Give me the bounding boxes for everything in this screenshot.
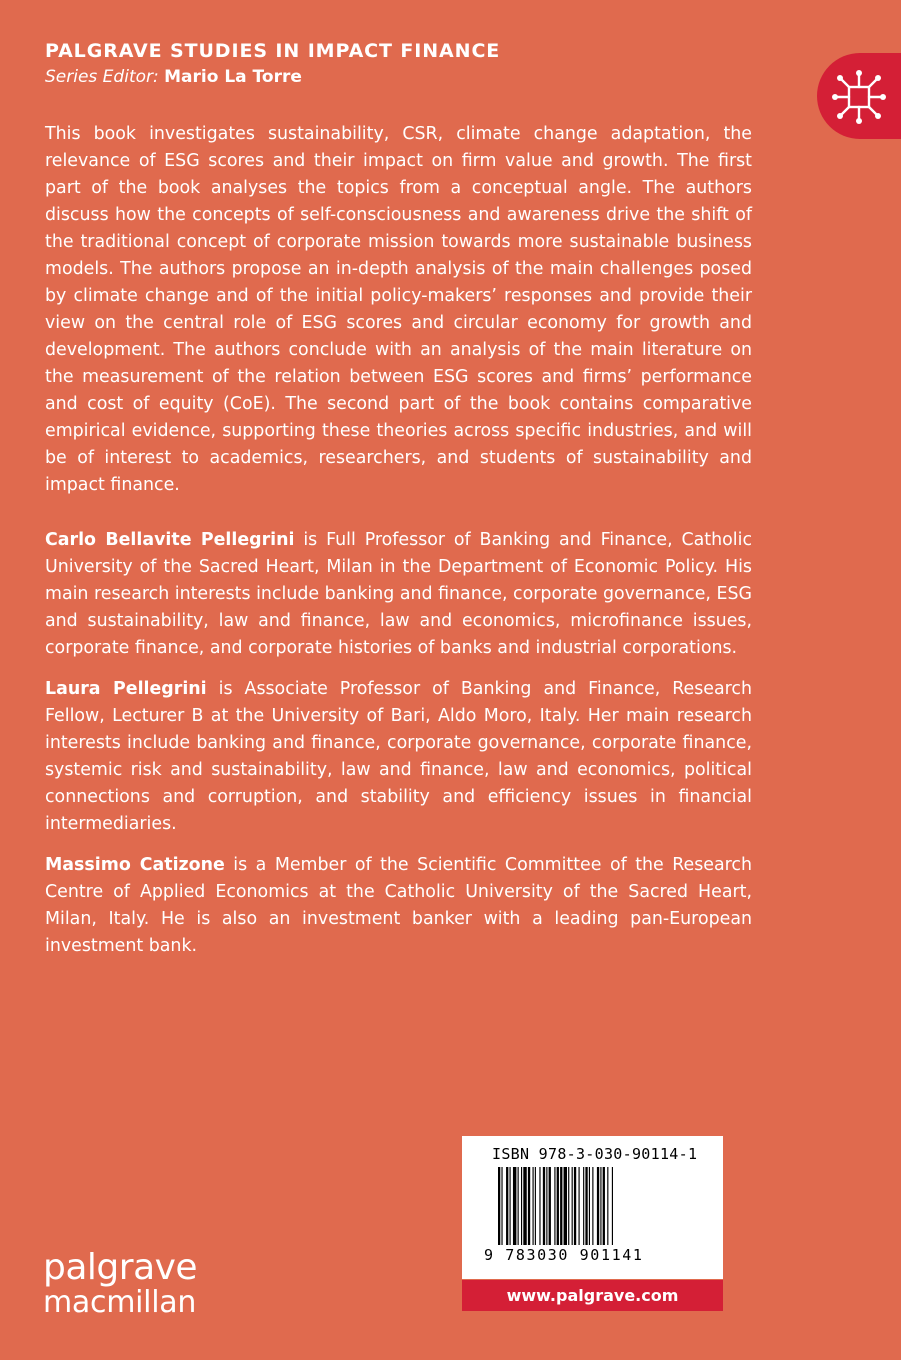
barcode-bar xyxy=(501,1167,502,1245)
barcode-bar xyxy=(560,1167,562,1245)
barcode-bar xyxy=(612,1167,613,1245)
author-bio-text: is Full Professor of Banking and Finance, Catholic University of the Sacred Heart, Milan in the Department of Economic Policy. His main research interests include banking and finance, corporate governance, ESG and sustainability, law and finance, law and economics, microfinance issues, corporate finance, and corporate histories of banks and industrial corporations. xyxy=(45,530,752,658)
barcode-bar xyxy=(557,1167,559,1245)
barcode-bar xyxy=(523,1167,526,1245)
barcode-bar xyxy=(549,1167,551,1245)
palgrave-network-logo-icon xyxy=(829,67,889,127)
barcode-bar xyxy=(583,1167,584,1245)
barcode-bar xyxy=(513,1167,516,1245)
barcode-bar xyxy=(600,1167,601,1245)
barcode-bar xyxy=(579,1167,580,1245)
series-editor xyxy=(45,64,500,90)
barcode-bar xyxy=(568,1167,569,1245)
barcode-bar xyxy=(597,1167,599,1245)
barcode-bar xyxy=(533,1167,534,1245)
barcode-bar xyxy=(498,1167,500,1245)
author-bio xyxy=(45,527,752,662)
isbn-barcode-box xyxy=(462,1136,723,1279)
isbn-label: ISBN 978-3-030-90114-1 xyxy=(492,1145,698,1163)
barcode-bar xyxy=(592,1167,593,1245)
barcode-bar xyxy=(510,1167,511,1245)
publisher-url: www.palgrave.com xyxy=(462,1280,723,1311)
barcode-bar xyxy=(539,1167,540,1245)
barcode-bar xyxy=(535,1167,536,1245)
author-bio-text: is Associate Professor of Banking and Finance, Research Fellow, Lecturer B at the University of Bari, Aldo Moro, Italy. Her main research interests include banking and finance, corporate governance, corporate finance, systemic risk and sustainability, law and finance, law and economics, political connections and corruption, and stability and efficiency issues in financial intermediaries. xyxy=(45,679,753,834)
barcode-bar xyxy=(518,1167,519,1245)
barcode-bar xyxy=(543,1167,545,1245)
author-name: Laura Pellegrini xyxy=(45,679,207,699)
palgrave-logo-badge xyxy=(817,53,901,139)
barcode-digits: 9 783030 901141 xyxy=(484,1246,644,1264)
series-editor-label: Series Editor: xyxy=(45,67,159,87)
series-editor-name: Mario La Torre xyxy=(164,67,302,87)
publisher-logo xyxy=(43,1247,198,1320)
author-name: Carlo Bellavite Pellegrini xyxy=(45,530,295,550)
book-description: This book investigates sustainability, CSR, climate change adaptation, the relevance of ESG scores and their impact on firm value and growth. The first part of the book analyses the topics from a conceptual angle. The authors discuss how the concepts of self-consciousness and awareness drive the shift of the traditional concept of corporate mission towards more sustainable business models. The authors propose an in-depth analysis of the main challenges posed by climate change and of the initial policy-makers’ responses and provide their view on the central role of ESG scores and circular economy for growth and development. The authors conclude with an analysis of the main literature on the measurement of the relation between ESG scores and firms’ performance and cost of equity (CoE). The second part of the book contains comparative empirical evidence, supporting these theories across specific industries, and will be of interest to academics, researchers, and students of sustainability and impact finance. xyxy=(45,124,752,495)
barcode-bar xyxy=(603,1167,605,1245)
series-info xyxy=(45,38,500,90)
author-bio xyxy=(45,852,752,960)
series-title: PALGRAVE STUDIES IN IMPACT FINANCE xyxy=(45,40,501,62)
barcode-bar xyxy=(585,1167,587,1245)
publisher-name-line1: palgrave xyxy=(43,1247,198,1288)
barcode-bar xyxy=(564,1167,567,1245)
barcode-bar xyxy=(554,1167,555,1245)
barcode-bar xyxy=(506,1167,508,1245)
publisher-name-line2: macmillan xyxy=(43,1285,197,1320)
author-bio-text: is a Member of the Scientific Committee of the Research Centre of Applied Economics at the Catholic University of the Sacred Heart, Milan, Italy. He is also an investment banker with a leading pan-European investment bank. xyxy=(45,855,752,956)
barcode-bar xyxy=(574,1167,576,1245)
author-name: Massimo Catizone xyxy=(45,855,225,875)
author-bio xyxy=(45,676,752,838)
barcode-icon xyxy=(498,1167,688,1249)
barcode-bar xyxy=(521,1167,522,1245)
barcode-bar xyxy=(589,1167,590,1245)
barcode-bar xyxy=(572,1167,573,1245)
barcode-bar xyxy=(528,1167,530,1245)
barcode-bar xyxy=(607,1167,608,1245)
barcode-bar xyxy=(546,1167,547,1245)
